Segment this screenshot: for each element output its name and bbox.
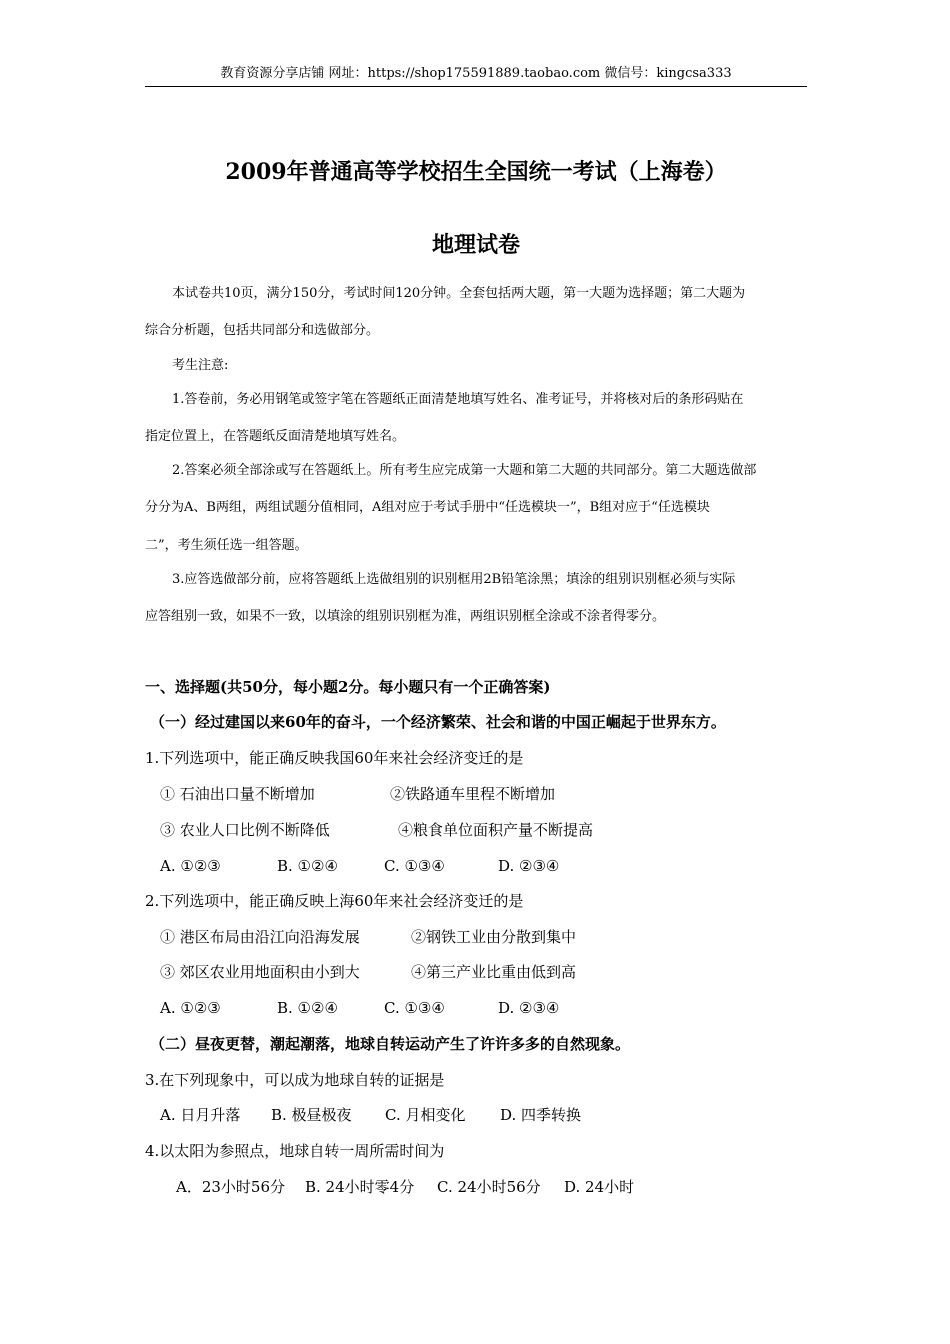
question-4-stem: 4.以太阳为参照点，地球自转一周所需时间为 xyxy=(145,1142,445,1160)
note-1-line-1: 1.答卷前，务必用钢笔或签字笔在答题纸正面清楚地填写姓名、准考证号，并将核对后的条形码贴在 xyxy=(172,392,744,407)
question-1-item-4: ④粮食单位面积产量不断提高 xyxy=(398,821,594,839)
note-3-line-2: 应答组别一致，如果不一致，以填涂的组别识别框为准，两组识别框全涂或不涂者得零分。 xyxy=(145,609,666,624)
header-divider xyxy=(145,86,807,87)
question-4-choice-d: D. 24小时 xyxy=(564,1178,635,1196)
note-1-line-2: 指定位置上，在答题纸反面清楚地填写姓名。 xyxy=(145,429,406,444)
section-heading: 一、选择题(共50分，每小题2分。每小题只有一个正确答案) xyxy=(145,678,551,696)
question-1-choice-c: C. ①③④ xyxy=(384,857,445,875)
note-3-line-1: 3.应答选做部分前，应将答题纸上选做组别的识别框用2B铅笔涂黑；填涂的组别识别框必须与实际 xyxy=(172,572,736,587)
question-1-stem: 1.下列选项中，能正确反映我国60年来社会经济变迁的是 xyxy=(145,749,524,767)
question-2-item-1: ① 港区布局由沿江向沿海发展 xyxy=(160,928,360,946)
note-2-line-2: 分分为A、B两组，两组试题分值相同，A组对应于考试手册中“任选模块一”，B组对应于“任选模块 xyxy=(145,500,710,515)
exam-title: 2009年普通高等学校招生全国统一考试（上海卷） xyxy=(225,159,727,185)
question-1-choice-d: D. ②③④ xyxy=(498,857,560,875)
question-4-choice-a: A．23小时56分 xyxy=(176,1178,286,1196)
question-2-choice-d: D. ②③④ xyxy=(498,999,560,1017)
intro-line-2: 综合分析题，包括共同部分和选做部分。 xyxy=(145,323,380,338)
question-2-stem: 2.下列选项中，能正确反映上海60年来社会经济变迁的是 xyxy=(145,892,524,910)
question-1-item-1: ① 石油出口量不断增加 xyxy=(160,785,315,803)
group-1-heading: （一）经过建国以来60年的奋斗，一个经济繁荣、社会和谐的中国正崛起于世界东方。 xyxy=(150,713,726,731)
intro-line-1: 本试卷共10页，满分150分，考试时间120分钟。全套包括两大题，第一大题为选择题；第二大题为 xyxy=(172,286,746,301)
question-2-item-4: ④第三产业比重由低到高 xyxy=(411,963,577,981)
question-1-item-3: ③ 农业人口比例不断降低 xyxy=(160,821,330,839)
subject-title: 地理试卷 xyxy=(431,232,520,258)
question-2-item-3: ③ 郊区农业用地面积由小到大 xyxy=(160,963,360,981)
notice-heading: 考生注意: xyxy=(172,358,229,373)
question-2-choice-c: C. ①③④ xyxy=(384,999,445,1017)
question-1-choice-a: A. ①②③ xyxy=(160,857,221,875)
question-1-choice-b: B. ①②④ xyxy=(277,857,338,875)
question-4-choice-c: C. 24小时56分 xyxy=(437,1178,541,1196)
question-3-choice-d: D. 四季转换 xyxy=(500,1106,582,1124)
note-2-line-3: 二”，考生须任选一组答题。 xyxy=(145,538,308,553)
note-2-line-1: 2.答案必须全部涂或写在答题纸上。所有考生应完成第一大题和第二大题的共同部分。第二大题选做部 xyxy=(172,463,757,478)
page-header: 教育资源分享店铺 网址：https://shop175591889.taobao.com 微信号：kingcsa333 xyxy=(220,66,732,81)
question-3-choice-a: A. 日月升落 xyxy=(160,1106,241,1124)
question-3-choice-b: B. 极昼极夜 xyxy=(271,1106,352,1124)
question-2-choice-a: A. ①②③ xyxy=(160,999,221,1017)
question-2-item-2: ②钢铁工业由分散到集中 xyxy=(411,928,577,946)
question-2-choice-b: B. ①②④ xyxy=(277,999,338,1017)
question-4-choice-b: B. 24小时零4分 xyxy=(305,1178,415,1196)
group-2-heading: （二）昼夜更替，潮起潮落，地球自转运动产生了许许多多的自然现象。 xyxy=(150,1035,631,1053)
question-3-choice-c: C. 月相变化 xyxy=(385,1106,466,1124)
question-3-stem: 3.在下列现象中，可以成为地球自转的证据是 xyxy=(145,1071,445,1089)
question-1-item-2: ②铁路通车里程不断增加 xyxy=(390,785,556,803)
